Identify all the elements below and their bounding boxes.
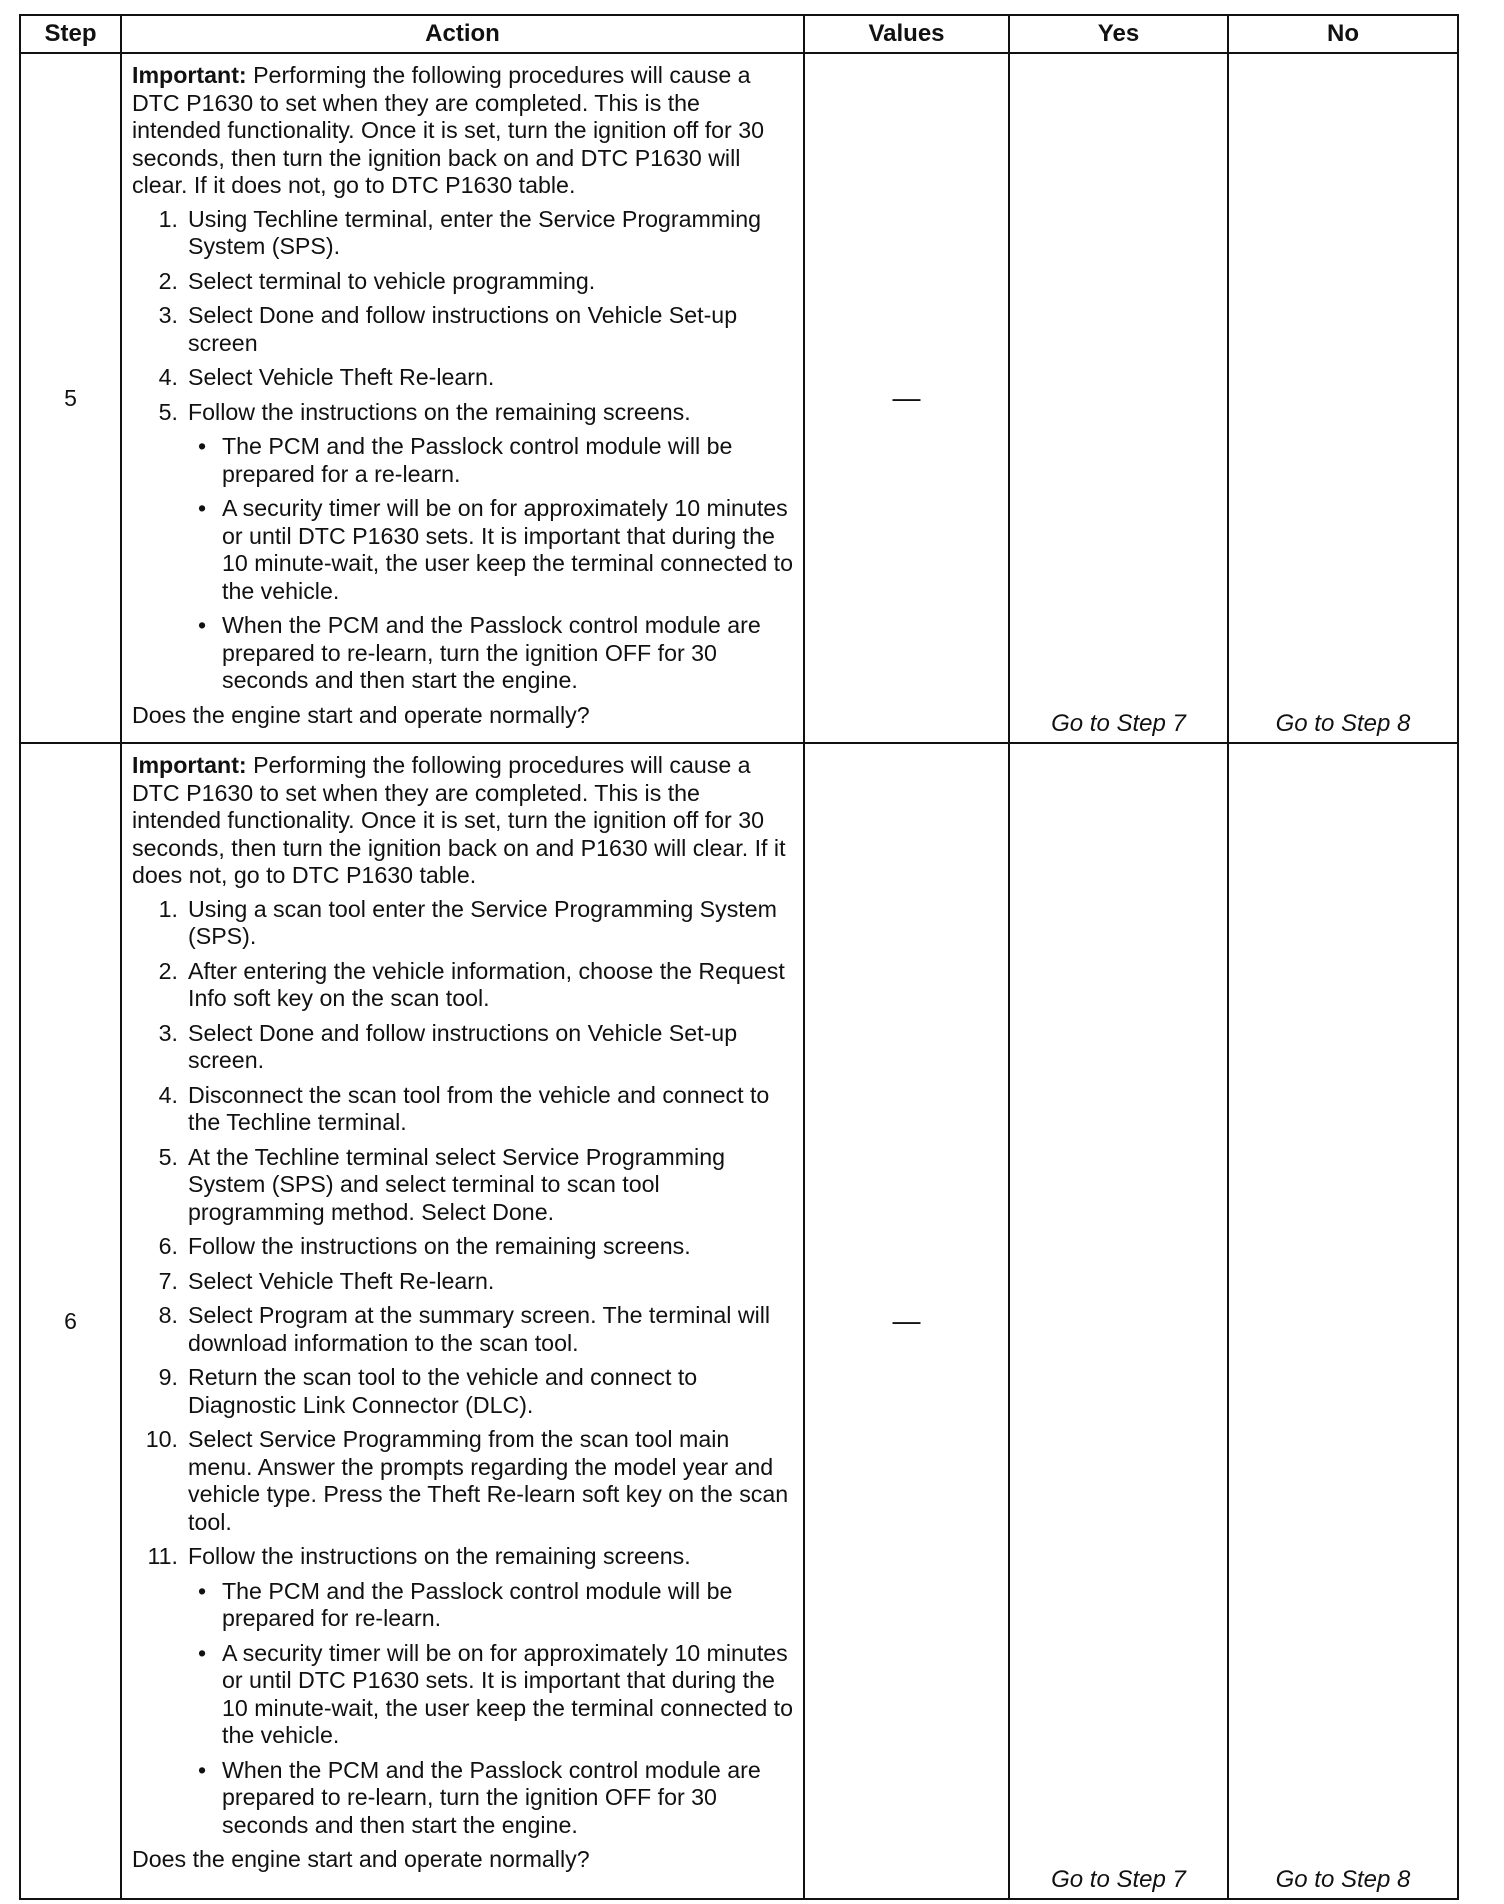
important-text: Performing the following procedures will cause a DTC P1630 to set when they are completed. This is the intended functionality. Once it is set, turn the ignition off for 30 seconds, then turn the ignition back on and P1630 will clear. If it does not, go to DTC P1630 table. [132, 752, 786, 888]
list-item: 6. Follow the instructions on the remaining screens. [158, 1233, 691, 1259]
header-yes: Yes [1009, 15, 1228, 53]
action-cell [121, 743, 804, 1899]
procedure-list [132, 206, 793, 695]
values-cell: — [804, 53, 1009, 743]
list-item: 5. At the Techline terminal select Service Programming System (SPS) and select terminal to scan tool programming method. Select Done. [158, 1143, 725, 1225]
list-item: 7. Select Vehicle Theft Re-learn. [158, 1267, 495, 1294]
table-row-step-5 [20, 53, 1458, 743]
step-number: 6 [20, 743, 121, 1899]
header-step: Step [20, 15, 121, 53]
list-item: 1. Using Techline terminal, enter the Service Programming System (SPS). [158, 205, 762, 259]
bullet-item: • The PCM and the Passlock control module will be prepared for re-learn. [188, 1578, 793, 1633]
sub-bullet-list [188, 1578, 793, 1840]
important-note [132, 62, 793, 200]
question-text: Does the engine start and operate normally? [132, 1846, 590, 1872]
header-values: Values [804, 15, 1009, 53]
list-item: 2. After entering the vehicle information, choose the Request Info soft key on the scan tool. [158, 957, 785, 1011]
list-item: 5. Follow the instructions on the remaining screens. • The PCM and the Passlock control module will be prepared for a re-learn. • A security timer will be on for approximately 10 minutes or until DTC P1630 sets. It is important that during the 10 minute-wait, the user keep the terminal connected to the vehicle. • When the PCM and the Passlock control module are prepared to re-learn, turn the ignition OFF for 30 seconds and then start the engine. [132, 399, 793, 695]
list-item: 4. Disconnect the scan tool from the vehicle and connect to the Techline terminal. [158, 1081, 770, 1135]
important-label: Important: [132, 752, 247, 778]
important-text: Performing the following procedures will cause a DTC P1630 to set when they are completed. This is the intended functionality. Once it is set, turn the ignition off for 30 seconds, then turn the ignition back on and DTC P1630 will clear. If it does not, go to DTC P1630 table. [132, 62, 765, 198]
yes-result: Go to Step 7 [1009, 53, 1228, 743]
question-text: Does the engine start and operate normally? [132, 701, 590, 728]
list-item: 3. Select Done and follow instructions on Vehicle Set-up screen [158, 302, 738, 356]
action-cell [121, 53, 804, 743]
list-item: 9. Return the scan tool to the vehicle and connect to Diagnostic Link Connector (DLC). [158, 1364, 698, 1418]
step-number: 5 [20, 53, 121, 743]
values-cell: — [804, 743, 1009, 1899]
diagnostic-table [19, 14, 1459, 1900]
procedure-list [132, 896, 793, 1840]
bullet-item: • A security timer will be on for approximately 10 minutes or until DTC P1630 sets. It is important that during the 10 minute-wait, the user keep the terminal connected to the vehicle. [188, 1640, 793, 1750]
header-action: Action [121, 15, 804, 53]
list-item: 10. Select Service Programming from the scan tool main menu. Answer the prompts regarding the model year and vehicle type. Press the Theft Re-learn soft key on the scan tool. [145, 1426, 789, 1535]
sub-bullet-list [188, 433, 793, 695]
no-result: Go to Step 8 [1228, 53, 1458, 743]
table-row-step-6 [20, 743, 1458, 1899]
no-result: Go to Step 8 [1228, 743, 1458, 1899]
important-note [132, 752, 793, 890]
list-item: 11. Follow the instructions on the remaining screens. • The PCM and the Passlock control module will be prepared for re-learn. • A security timer will be on for approximately 10 minutes or until DTC P1630 sets. It is important that during the 10 minute-wait, the user keep the terminal connected to the vehicle. • When the PCM and the Passlock control module are prepared to re-learn, turn the ignition OFF for 30 seconds and then start the engine. [132, 1543, 793, 1839]
important-label: Important: [132, 62, 247, 88]
bullet-item: • A security timer will be on for approximately 10 minutes or until DTC P1630 sets. It is important that during the 10 minute-wait, the user keep the terminal connected to the vehicle. [188, 495, 793, 605]
bullet-item: • The PCM and the Passlock control module will be prepared for a re-learn. [188, 433, 793, 488]
yes-result: Go to Step 7 [1009, 743, 1228, 1899]
header-no: No [1228, 15, 1458, 53]
header-row [20, 15, 1458, 53]
list-item: 1. Using a scan tool enter the Service Programming System (SPS). [158, 895, 777, 949]
bullet-item: • When the PCM and the Passlock control module are prepared to re-learn, turn the ignition OFF for 30 seconds and then start the engine. [188, 612, 793, 695]
list-item: 8. Select Program at the summary screen. The terminal will download information to the scan tool. [158, 1302, 771, 1356]
bullet-item: • When the PCM and the Passlock control module are prepared to re-learn, turn the ignition OFF for 30 seconds and then start the engine. [188, 1757, 793, 1840]
list-item: 4. Select Vehicle Theft Re-learn. [158, 364, 495, 390]
list-item: 3. Select Done and follow instructions on Vehicle Set-up screen. [158, 1019, 738, 1073]
list-item: 2. Select terminal to vehicle programming. [158, 267, 596, 294]
